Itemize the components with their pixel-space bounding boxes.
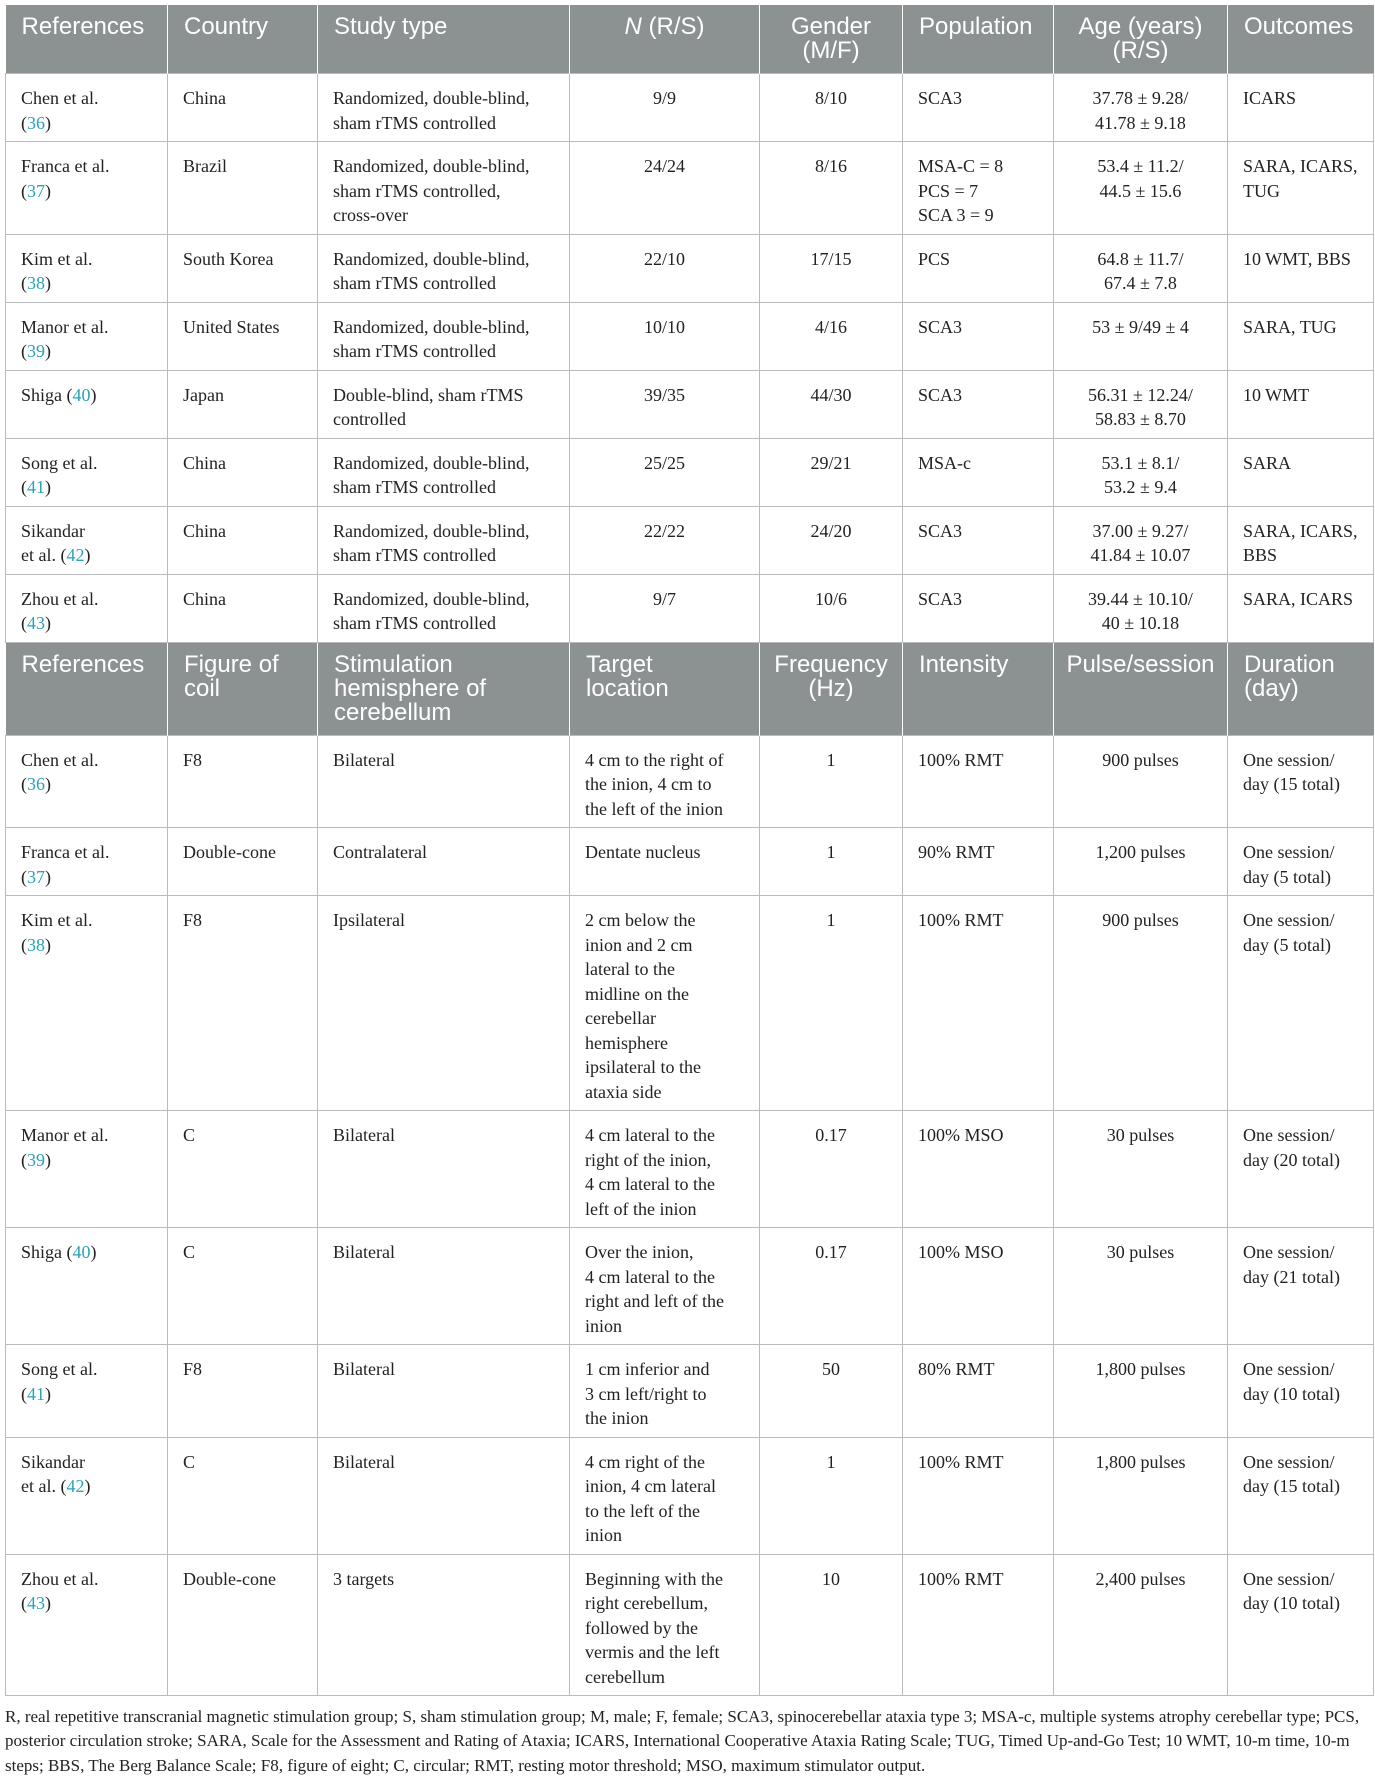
cell-hemisphere: Ipsilateral — [318, 896, 570, 1111]
cell-gender: 24/20 — [760, 506, 903, 574]
table1-row — [6, 438, 1374, 506]
cell-intensity: 100% MSO — [903, 1111, 1054, 1228]
cell-frequency: 1 — [760, 896, 903, 1111]
cell-target: Over the inion, 4 cm lateral to the right and left of the inion — [570, 1228, 760, 1345]
header-stimulation-hemisphere: Stimulation hemisphere of cerebellum — [318, 642, 570, 735]
cell-study-type: Randomized, double-blind, sham rTMS controlled — [318, 74, 570, 142]
cell-outcomes: SARA, ICARS, BBS — [1228, 506, 1374, 574]
cell-population: PCS — [903, 234, 1054, 302]
cell-outcomes: SARA, ICARS, TUG — [1228, 142, 1374, 235]
cell-reference: Manor et al. (39) — [6, 302, 168, 370]
table1-row — [6, 142, 1374, 235]
cell-frequency: 10 — [760, 1554, 903, 1696]
table1-header-row — [6, 5, 1374, 74]
cell-outcomes: 10 WMT, BBS — [1228, 234, 1374, 302]
header-age: Age (years) (R/S) — [1054, 5, 1228, 74]
cell-hemisphere: Bilateral — [318, 1437, 570, 1554]
cell-frequency: 50 — [760, 1345, 903, 1438]
cell-hemisphere: 3 targets — [318, 1554, 570, 1696]
cell-pulse: 900 pulses — [1054, 735, 1228, 828]
cell-reference: Shiga (40) — [6, 1228, 168, 1345]
table2-row — [6, 1554, 1374, 1696]
cell-population: SCA3 — [903, 574, 1054, 642]
cell-duration: One session/ day (5 total) — [1228, 828, 1374, 896]
cell-age: 56.31 ± 12.24/ 58.83 ± 8.70 — [1054, 370, 1228, 438]
cell-target: 4 cm to the right of the inion, 4 cm to the left of the inion — [570, 735, 760, 828]
header-frequency: Frequency (Hz) — [760, 642, 903, 735]
cell-reference: Franca et al. (37) — [6, 828, 168, 896]
cell-frequency: 0.17 — [760, 1228, 903, 1345]
cell-intensity: 80% RMT — [903, 1345, 1054, 1438]
citation-link[interactable]: 38 — [27, 273, 45, 293]
cell-n: 22/10 — [570, 234, 760, 302]
cell-duration: One session/ day (15 total) — [1228, 1437, 1374, 1554]
cell-reference: Chen et al. (36) — [6, 74, 168, 142]
cell-hemisphere: Bilateral — [318, 1111, 570, 1228]
table1-row — [6, 370, 1374, 438]
header-n: N (R/S) — [570, 5, 760, 74]
cell-country: China — [168, 438, 318, 506]
cell-coil: C — [168, 1437, 318, 1554]
cell-duration: One session/ day (10 total) — [1228, 1554, 1374, 1696]
cell-coil: Double-cone — [168, 828, 318, 896]
cell-outcomes: SARA, TUG — [1228, 302, 1374, 370]
cell-gender: 8/10 — [760, 74, 903, 142]
cell-outcomes: ICARS — [1228, 74, 1374, 142]
cell-coil: C — [168, 1111, 318, 1228]
cell-n: 25/25 — [570, 438, 760, 506]
cell-study-type: Randomized, double-blind, sham rTMS controlled — [318, 506, 570, 574]
cell-reference: Kim et al. (38) — [6, 234, 168, 302]
cell-pulse: 30 pulses — [1054, 1111, 1228, 1228]
cell-coil: F8 — [168, 735, 318, 828]
cell-reference: Song et al. (41) — [6, 1345, 168, 1438]
cell-age: 64.8 ± 11.7/ 67.4 ± 7.8 — [1054, 234, 1228, 302]
cell-country: China — [168, 74, 318, 142]
citation-link[interactable]: 39 — [27, 341, 45, 361]
cell-population: SCA3 — [903, 506, 1054, 574]
cell-n: 39/35 — [570, 370, 760, 438]
cell-pulse: 2,400 pulses — [1054, 1554, 1228, 1696]
cell-reference: Kim et al. (38) — [6, 896, 168, 1111]
header-pulse-session: Pulse/session — [1054, 642, 1228, 735]
cell-frequency: 1 — [760, 735, 903, 828]
cell-target: Beginning with the right cerebellum, followed by the vermis and the left cerebellum — [570, 1554, 760, 1696]
cell-reference: Song et al. (41) — [6, 438, 168, 506]
cell-gender: 8/16 — [760, 142, 903, 235]
header-intensity: Intensity — [903, 642, 1054, 735]
cell-duration: One session/ day (10 total) — [1228, 1345, 1374, 1438]
cell-country: Japan — [168, 370, 318, 438]
header-population: Population — [903, 5, 1054, 74]
cell-coil: Double-cone — [168, 1554, 318, 1696]
table1-row — [6, 234, 1374, 302]
cell-duration: One session/ day (5 total) — [1228, 896, 1374, 1111]
citation-link[interactable]: 37 — [27, 866, 45, 887]
cell-gender: 10/6 — [760, 574, 903, 642]
cell-coil: C — [168, 1228, 318, 1345]
citation-link[interactable]: 40 — [72, 1242, 91, 1262]
citation-link[interactable]: 38 — [27, 934, 45, 955]
cell-intensity: 100% RMT — [903, 896, 1054, 1111]
cell-target: 2 cm below the inion and 2 cm lateral to the midline on the cerebellar hemisphere ipsilateral to the ataxia side — [570, 896, 760, 1111]
cell-population: MSA-C = 8 PCS = 7 SCA 3 = 9 — [903, 142, 1054, 235]
cell-country: China — [168, 506, 318, 574]
citation-link[interactable]: 41 — [27, 1383, 45, 1404]
cell-reference: Zhou et al. (43) — [6, 574, 168, 642]
cell-outcomes: SARA, ICARS — [1228, 574, 1374, 642]
citation-link[interactable]: 37 — [27, 180, 45, 201]
table2-row — [6, 1111, 1374, 1228]
cell-age: 53 ± 9/49 ± 4 — [1054, 302, 1228, 370]
cell-country: United States — [168, 302, 318, 370]
cell-reference: Zhou et al. (43) — [6, 1554, 168, 1696]
cell-reference: Sikandar et al. (42) — [6, 1437, 168, 1554]
cell-duration: One session/ day (21 total) — [1228, 1228, 1374, 1345]
cell-study-type: Randomized, double-blind, sham rTMS controlled — [318, 438, 570, 506]
table1-row — [6, 506, 1374, 574]
cell-gender: 29/21 — [760, 438, 903, 506]
cell-intensity: 100% RMT — [903, 1554, 1054, 1696]
cell-study-type: Randomized, double-blind, sham rTMS controlled — [318, 302, 570, 370]
header-gender: Gender (M/F) — [760, 5, 903, 74]
cell-gender: 17/15 — [760, 234, 903, 302]
cell-pulse: 30 pulses — [1054, 1228, 1228, 1345]
cell-coil: F8 — [168, 896, 318, 1111]
cell-study-type: Randomized, double-blind, sham rTMS controlled — [318, 234, 570, 302]
citation-link[interactable]: 36 — [27, 774, 45, 794]
cell-reference: Sikandar et al. (42) — [6, 506, 168, 574]
cell-duration: One session/ day (20 total) — [1228, 1111, 1374, 1228]
citation-link[interactable]: 40 — [72, 384, 91, 405]
citation-link[interactable]: 36 — [27, 112, 45, 133]
cell-age: 53.1 ± 8.1/ 53.2 ± 9.4 — [1054, 438, 1228, 506]
cell-duration: One session/ day (15 total) — [1228, 735, 1374, 828]
cell-gender: 4/16 — [760, 302, 903, 370]
cell-reference: Manor et al. (39) — [6, 1111, 168, 1228]
cell-age: 39.44 ± 10.10/ 40 ± 10.18 — [1054, 574, 1228, 642]
cell-pulse: 1,200 pulses — [1054, 828, 1228, 896]
studies-table-container — [5, 5, 1373, 1696]
table1-row — [6, 302, 1374, 370]
cell-population: SCA3 — [903, 74, 1054, 142]
cell-population: SCA3 — [903, 370, 1054, 438]
table2-row — [6, 1437, 1374, 1554]
citation-link[interactable]: 39 — [27, 1149, 45, 1170]
cell-reference: Shiga (40) — [6, 370, 168, 438]
cell-pulse: 1,800 pulses — [1054, 1345, 1228, 1438]
cell-n: 10/10 — [570, 302, 760, 370]
cell-intensity: 100% MSO — [903, 1228, 1054, 1345]
table-footnote: R, real repetitive transcranial magnetic stimulation group; S, sham stimulation group; M, male; F, female; SCA3, spinocerebellar ataxia type 3; MSA-c, multiple systems atrophy cerebellar type; PCS, posterior circulation stroke; SARA, Scale for the Assessment and Rating of Ataxia; ICARS, International Cooperative Ataxia Rating Scale; TUG, Timed Up-and-Go Test; 10 WMT, 10-m time, 10-m steps; BBS, The Berg Balance Scale; F8, figure of eight; C, circular; RMT, resting motor threshold; MSO, maximum stimulator output. — [5, 1707, 1360, 1775]
cell-frequency: 1 — [760, 828, 903, 896]
table2-row — [6, 1345, 1374, 1438]
header-duration: Duration (day) — [1228, 642, 1374, 735]
cell-n: 9/7 — [570, 574, 760, 642]
table2-row — [6, 735, 1374, 828]
cell-reference: Chen et al. (36) — [6, 735, 168, 828]
table1-row — [6, 574, 1374, 642]
cell-n: 24/24 — [570, 142, 760, 235]
studies-table — [5, 5, 1374, 1696]
cell-hemisphere: Bilateral — [318, 735, 570, 828]
cell-frequency: 0.17 — [760, 1111, 903, 1228]
header-outcomes: Outcomes — [1228, 5, 1374, 74]
citation-link[interactable]: 43 — [27, 1593, 45, 1613]
cell-reference: Franca et al. (37) — [6, 142, 168, 235]
cell-target: 1 cm inferior and 3 cm left/right to the inion — [570, 1345, 760, 1438]
cell-outcomes: 10 WMT — [1228, 370, 1374, 438]
cell-hemisphere: Bilateral — [318, 1345, 570, 1438]
cell-hemisphere: Bilateral — [318, 1228, 570, 1345]
table2-row — [6, 828, 1374, 896]
cell-country: Brazil — [168, 142, 318, 235]
cell-population: SCA3 — [903, 302, 1054, 370]
cell-hemisphere: Contralateral — [318, 828, 570, 896]
cell-frequency: 1 — [760, 1437, 903, 1554]
cell-population: MSA-c — [903, 438, 1054, 506]
header-country: Country — [168, 5, 318, 74]
cell-intensity: 100% RMT — [903, 735, 1054, 828]
cell-target: Dentate nucleus — [570, 828, 760, 896]
citation-link[interactable]: 41 — [27, 477, 45, 497]
cell-study-type: Randomized, double-blind, sham rTMS controlled, cross-over — [318, 142, 570, 235]
cell-pulse: 900 pulses — [1054, 896, 1228, 1111]
header-references: References — [6, 5, 168, 74]
cell-study-type: Double-blind, sham rTMS controlled — [318, 370, 570, 438]
cell-age: 37.78 ± 9.28/ 41.78 ± 9.18 — [1054, 74, 1228, 142]
header-figure-of-coil: Figure of coil — [168, 642, 318, 735]
table2-row — [6, 896, 1374, 1111]
header-references-2: References — [6, 642, 168, 735]
cell-target: 4 cm right of the inion, 4 cm lateral to the left of the inion — [570, 1437, 760, 1554]
table2-row — [6, 1228, 1374, 1345]
table2-header-row — [6, 642, 1374, 735]
table1-row — [6, 74, 1374, 142]
cell-target: 4 cm lateral to the right of the inion, 4 cm lateral to the left of the inion — [570, 1111, 760, 1228]
cell-gender: 44/30 — [760, 370, 903, 438]
header-target-location: Target location — [570, 642, 760, 735]
header-study-type: Study type — [318, 5, 570, 74]
cell-age: 53.4 ± 11.2/ 44.5 ± 15.6 — [1054, 142, 1228, 235]
cell-n: 9/9 — [570, 74, 760, 142]
citation-link[interactable]: 42 — [66, 1476, 85, 1496]
cell-intensity: 100% RMT — [903, 1437, 1054, 1554]
citation-link[interactable]: 43 — [27, 613, 45, 633]
cell-pulse: 1,800 pulses — [1054, 1437, 1228, 1554]
citation-link[interactable]: 42 — [66, 545, 85, 565]
cell-intensity: 90% RMT — [903, 828, 1054, 896]
cell-country: China — [168, 574, 318, 642]
cell-coil: F8 — [168, 1345, 318, 1438]
cell-n: 22/22 — [570, 506, 760, 574]
cell-country: South Korea — [168, 234, 318, 302]
cell-study-type: Randomized, double-blind, sham rTMS controlled — [318, 574, 570, 642]
cell-age: 37.00 ± 9.27/ 41.84 ± 10.07 — [1054, 506, 1228, 574]
cell-outcomes: SARA — [1228, 438, 1374, 506]
